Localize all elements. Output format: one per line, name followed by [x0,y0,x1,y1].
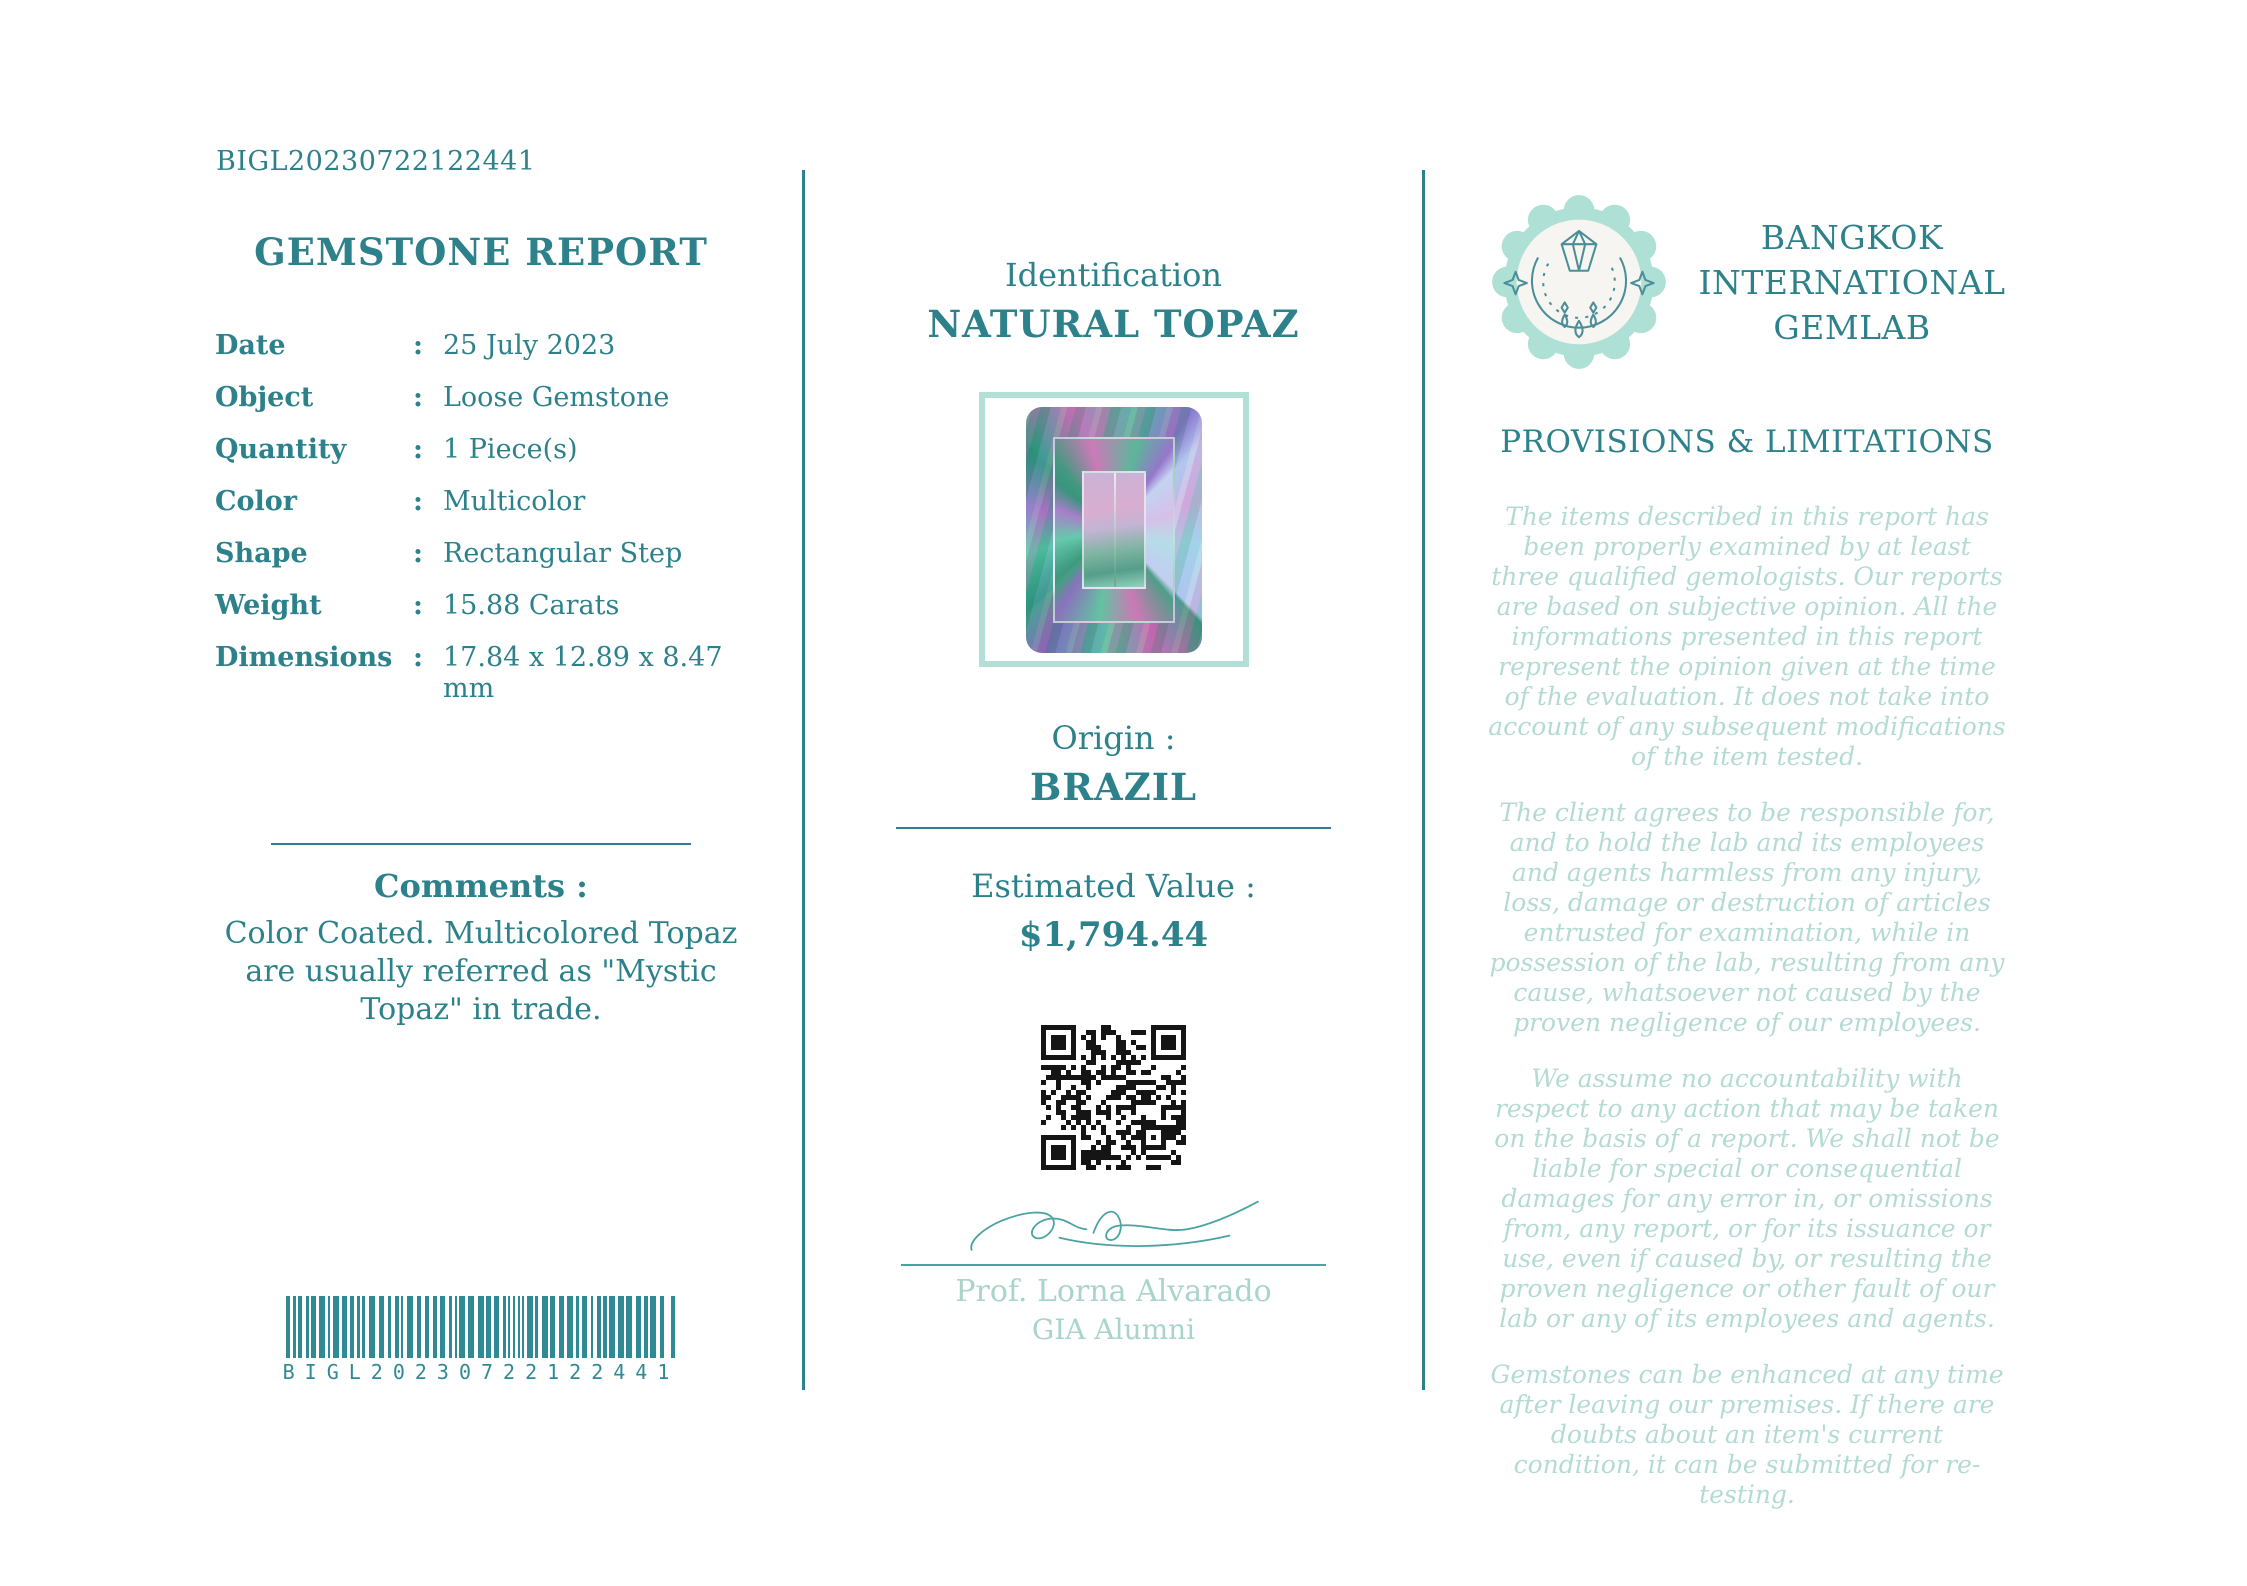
detail-row-object [215,382,747,413]
detail-colon: : [413,382,423,413]
lab-column [1425,170,2247,1509]
comments-divider [271,843,691,845]
detail-row-dimensions [215,642,747,704]
species-name: NATURAL TOPAZ [927,302,1300,346]
report-number: BIGL20230722122441 [216,146,536,177]
detail-value: Multicolor [443,486,586,517]
detail-value: Loose Gemstone [443,382,670,413]
detail-label: Date [215,330,286,361]
detail-row-color [215,486,747,517]
detail-colon: : [413,538,423,569]
lab-header [1487,190,2007,374]
detail-value: 15.88 Carats [443,590,620,621]
provision-paragraph-4: Gemstones can be enhanced at any time after leaving our premises. If there are doubts about an item's current condition, it can be submitted for re-testing. [1490,1360,2004,1509]
report-title: GEMSTONE REPORT [254,230,708,274]
gem-photo-frame [979,392,1249,667]
barcode [283,1296,680,1384]
value-divider [896,827,1331,829]
detail-colon: : [413,434,423,465]
detail-value: Rectangular Step [443,538,683,569]
provision-paragraph-1: The items described in this report has been properly examined by at least three qualified gemologists. Our reports are based on subjective opinion. All the informations presented in this report represent the opinion given at the time of the evaluation. It does not take into account of any subsequent modifications of the item tested. [1488,502,2006,771]
report-summary-column [0,170,802,1390]
detail-label: Color [215,486,297,517]
gem-table-facet [1082,471,1146,589]
comments-title: Comments : [374,867,588,905]
barcode-text: BIGL20230722122441 [282,1360,680,1384]
identification-column [805,170,1422,1390]
detail-label: Quantity [215,434,347,465]
identification-heading: Identification [1004,256,1223,294]
lab-name-line: GEMLAB [1773,307,1931,347]
signature-graphic [899,1196,1329,1264]
origin-value: BRAZIL [1029,765,1198,809]
details-table [215,330,747,725]
origin-heading: Origin : [1051,719,1176,757]
detail-colon: : [413,486,423,517]
detail-value: 17.84 x 12.89 x 8.47 mm [443,642,723,704]
detail-value: 1 Piece(s) [443,434,578,465]
lab-name-line: INTERNATIONAL [1698,262,2006,302]
detail-label: Dimensions [215,642,393,673]
detail-label: Shape [215,538,308,569]
detail-row-weight [215,590,747,621]
lab-name-line: BANGKOK [1760,217,1944,257]
barcode-bars-graphic [286,1296,676,1358]
qr-code-graphic [1041,1025,1186,1170]
gem-photo [1026,407,1202,653]
detail-row-shape [215,538,747,569]
provision-paragraph-3: We assume no accountability with respect to any action that may be taken on the basis of a report. We shall not be liable for special or consequential damages for any error in, or omissions from, any report, or for its issuance or use, even if caused by, or resulting the proven negligence or other fault of our lab or any of its employees and agents. [1494,1064,2000,1333]
detail-row-date [215,330,747,361]
gem-pendant-logo-icon [1487,190,1671,374]
comments-text: Color Coated. Multicolored Topaz are usually referred as "Mystic Topaz" in trade. [224,916,738,1027]
detail-colon: : [413,590,423,621]
lab-name [1697,215,2007,350]
detail-colon: : [413,642,423,673]
estimated-value-heading: Estimated Value : [971,867,1256,905]
detail-row-quantity [215,434,747,465]
certificate-columns [0,170,2247,1509]
signatory-name: Prof. Lorna Alvarado [955,1274,1272,1309]
detail-label: Object [215,382,314,413]
detail-colon: : [413,330,423,361]
detail-value: 25 July 2023 [443,330,616,361]
estimated-value: $1,794.44 [1018,915,1209,955]
signature-divider [901,1264,1326,1266]
detail-label: Weight [215,590,322,621]
provision-paragraph-2: The client agrees to be responsible for, and to hold the lab and its employees and agents harmless from any injury, loss, damage or destruction of articles entrusted for examination, while in possession of the lab, resulting from any cause, whatsoever not caused by the proven negligence of our employees. [1489,798,2005,1037]
signatory-title: GIA Alumni [1031,1313,1196,1346]
provisions-title: PROVISIONS & LIMITATIONS [1500,424,1994,460]
